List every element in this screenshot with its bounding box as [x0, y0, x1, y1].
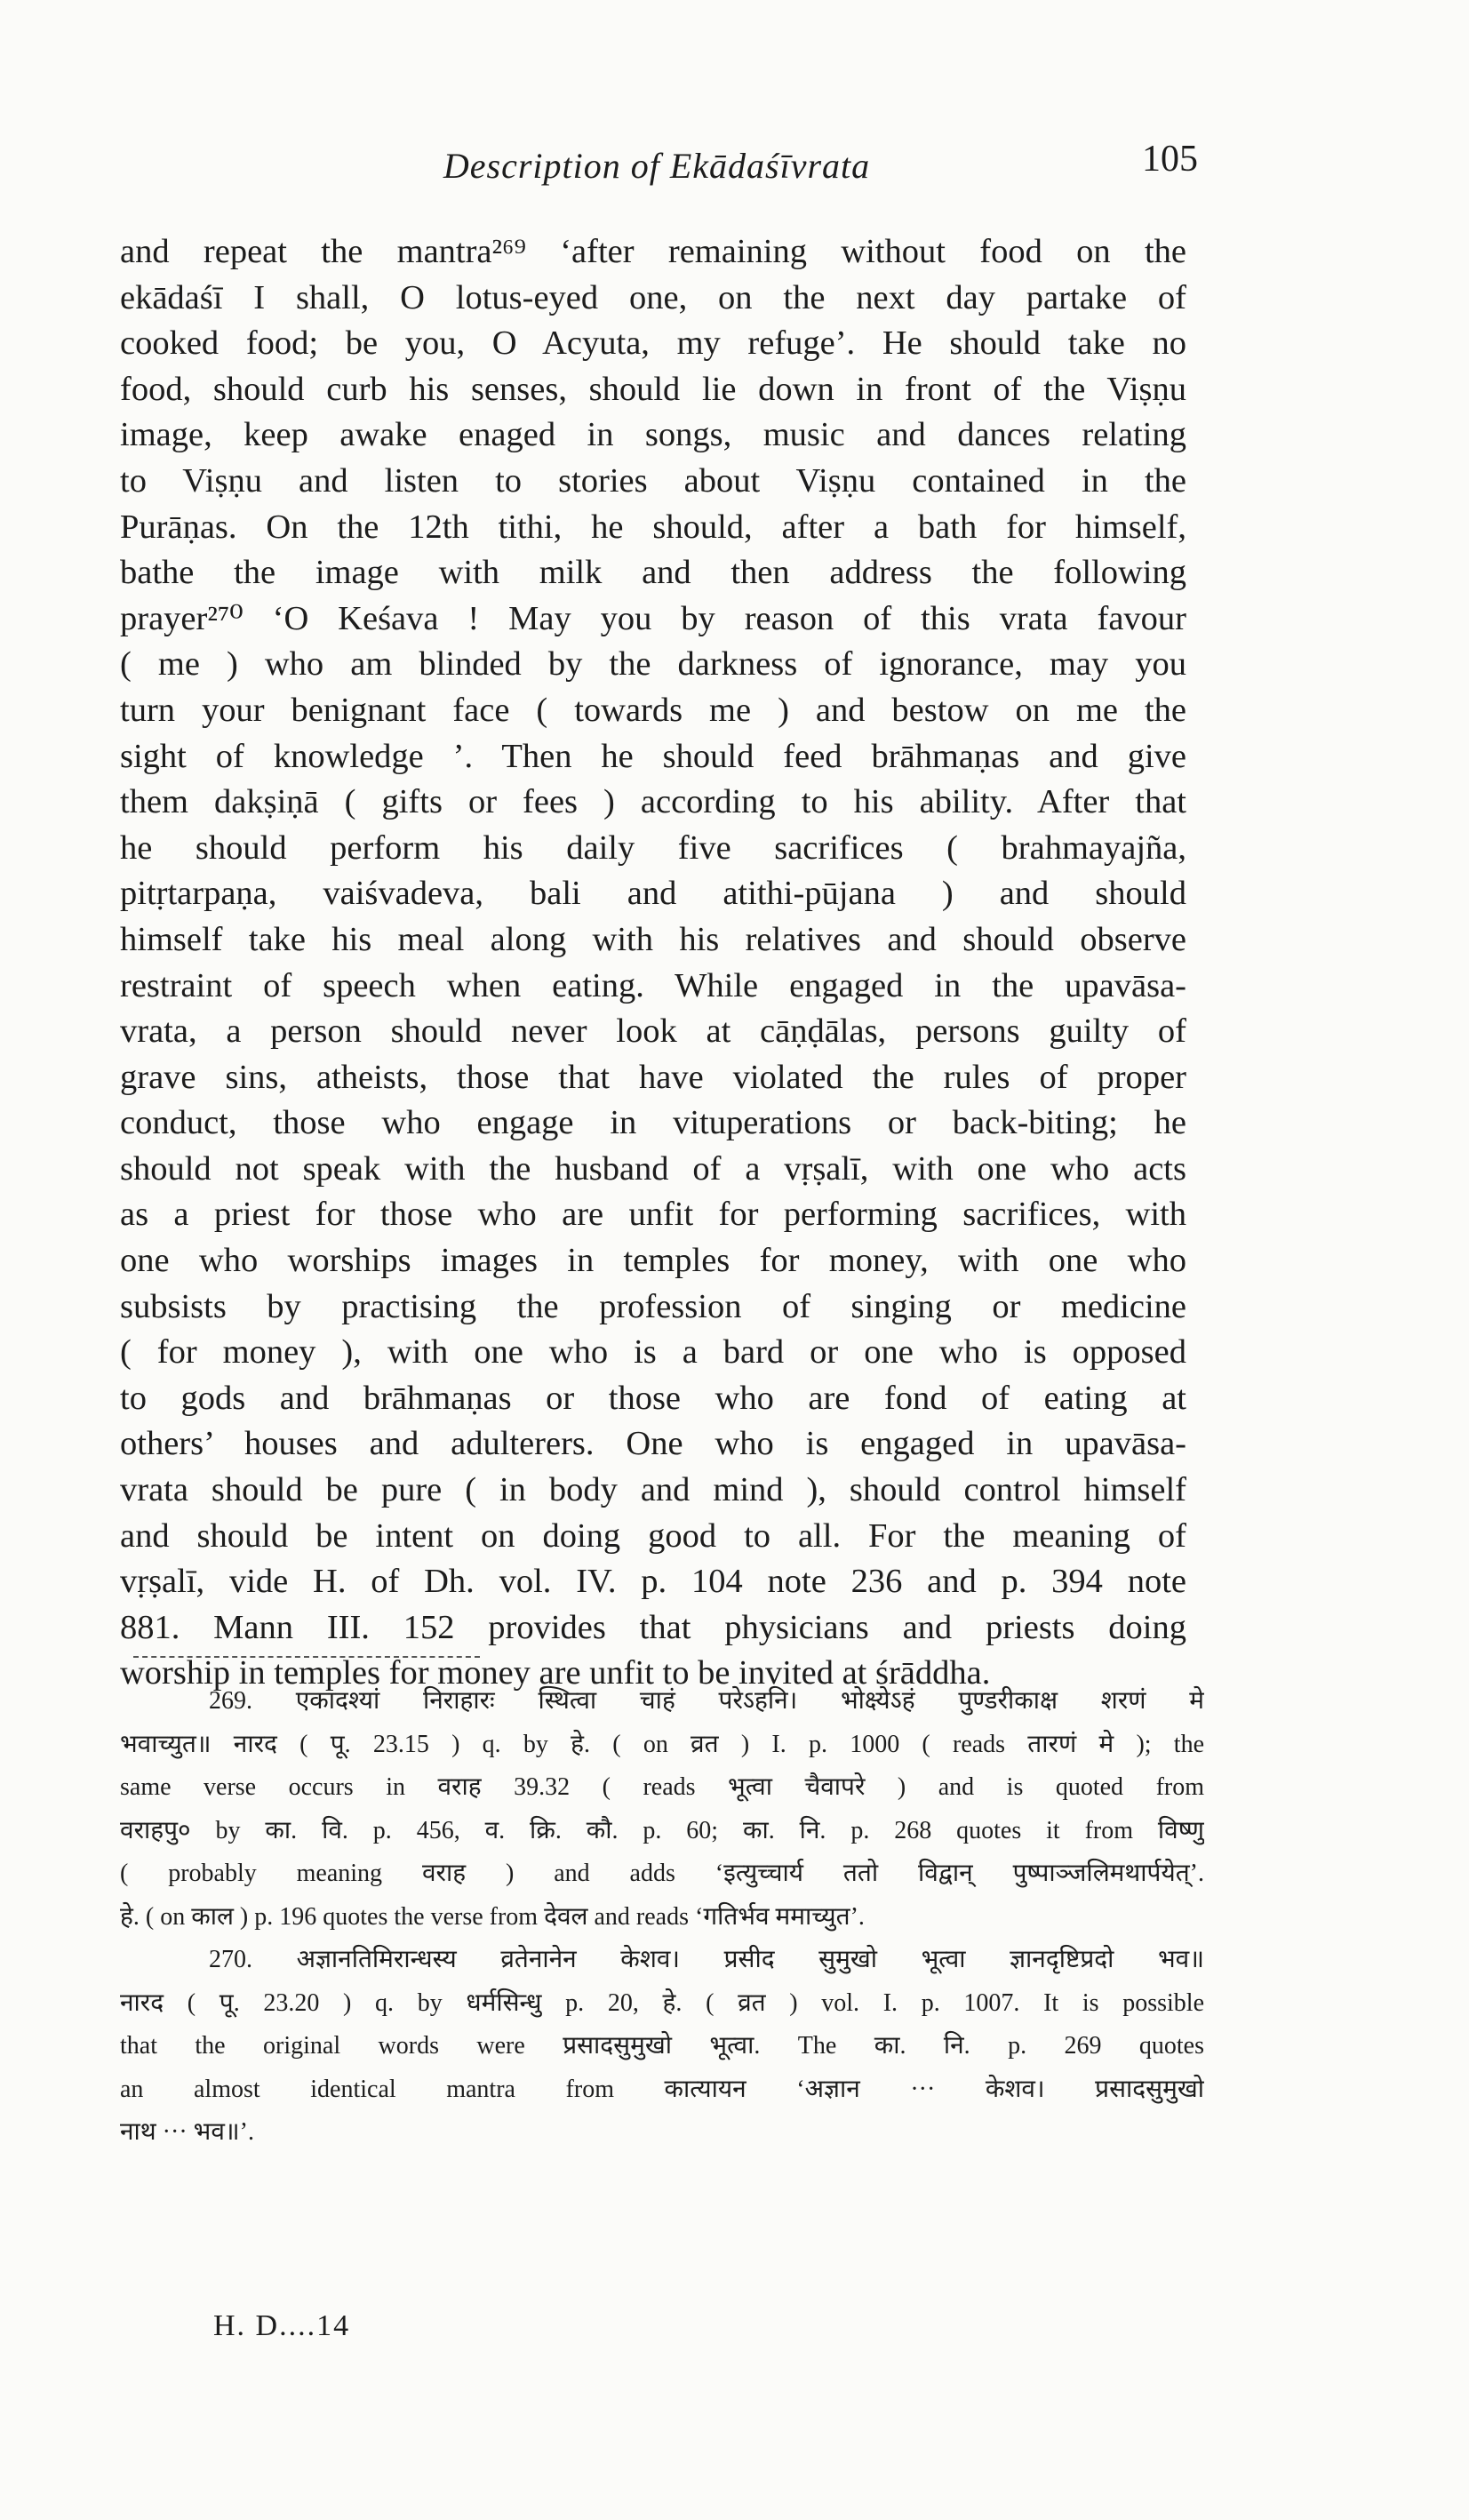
- footnote-line: नाथ ··· भव॥’.: [120, 2118, 255, 2146]
- footnote-line: भवाच्युत॥ नारद ( पू. 23.15 ) q. by हे. ( on व्रत ) I. p. 1000 ( reads तारणं मे ); the: [120, 1730, 1204, 1758]
- signature-mark: H. D....14: [213, 2309, 351, 2342]
- text-line: them dakṣiṇā ( gifts or fees ) according to his ability. After that: [120, 783, 1186, 821]
- text-line: and should be intent on doing good to all. For the meaning of: [120, 1516, 1186, 1555]
- footnote-line: वराहपु० by का. वि. p. 456, व. क्रि. कौ. p. 60; का. नि. p. 268 quotes it from विष्णु: [120, 1816, 1204, 1844]
- text-line: food, should curb his senses, should lie down in front of the Viṣṇu: [120, 370, 1186, 408]
- text-line: worship in temples for money are unfit to be invited at śrāddha.: [120, 1654, 991, 1692]
- text-line: ( for money ), with one who is a bard or one who is opposed: [120, 1333, 1186, 1372]
- text-line: cooked food; be you, O Acyuta, my refuge’. He should take no: [120, 324, 1186, 363]
- text-line: one who worships images in temples for money, with one who: [120, 1242, 1186, 1280]
- text-line: and repeat the mantra²⁶⁹ ‘after remaining without food on the: [120, 233, 1186, 270]
- text-line: he should perform his daily five sacrifices ( brahmayajña,: [120, 828, 1186, 867]
- text-line: subsists by practising the profession of singing or medicine: [120, 1287, 1186, 1325]
- text-line: ekādaśī I shall, O lotus-eyed one, on the next day partake of: [120, 278, 1186, 316]
- text-line: prayer²⁷⁰ ‘O Keśava ! May you by reason of this vrata favour: [120, 599, 1186, 637]
- footnote-line: 270. अज्ञानतिमिरान्धस्य व्रतेनानेन केशव। प्रसीद सुमुखो भूत्वा ज्ञानदृष्टिप्रदो भव॥: [209, 1946, 1204, 1973]
- text-line: should not speak with the husband of a vṛṣalī, with one who acts: [120, 1149, 1186, 1188]
- text-line: conduct, those who engage in vituperations or back-biting; he: [120, 1104, 1186, 1142]
- text-line: bathe the image with milk and then address the following: [120, 554, 1186, 592]
- text-line: as a priest for those who are unfit for performing sacrifices, with: [120, 1196, 1186, 1234]
- text-line: vṛṣalī, vide H. of Dh. vol. IV. p. 104 note 236 and p. 394 note: [120, 1563, 1186, 1601]
- footnote-line: that the original words were प्रसादसुमुखो भूत्वा. The का. नि. p. 269 quotes: [120, 2032, 1204, 2060]
- text-line: image, keep awake enaged in songs, music and dances relating: [120, 416, 1186, 454]
- footnote-line: हे. ( on काल ) p. 196 quotes the verse from देवल and reads ‘गतिर्भव ममाच्युत’.: [120, 1902, 865, 1931]
- text-line: vrata, a person should never look at cāṇḍālas, persons guilty of: [120, 1012, 1186, 1051]
- text-line: himself take his meal along with his relatives and should observe: [120, 920, 1186, 958]
- text-line: vrata should be pure ( in body and mind ), should control himself: [120, 1471, 1186, 1509]
- page-header: [120, 138, 1198, 191]
- text-line: turn your benignant face ( towards me ) and bestow on me the: [120, 691, 1186, 729]
- footnote-line: ( probably meaning वराह ) and adds ‘इत्युच्चार्य ततो विद्वान् पुष्पाञ्जलिमथार्पयेत्’.: [120, 1860, 1204, 1887]
- footnote-line: same verse occurs in वराह 39.32 ( reads भूत्वा चैवापरे ) and is quoted from: [120, 1773, 1204, 1801]
- text-line: 881. Mann III. 152 provides that physicians and priests doing: [120, 1608, 1186, 1646]
- text-line: sight of knowledge ’. Then he should feed brāhmaṇas and give: [120, 737, 1186, 775]
- text-line: pitṛtarpaṇa, vaiśvadeva, bali and atithi-pūjana ) and should: [120, 875, 1186, 913]
- page-number: 105: [1142, 139, 1198, 180]
- running-title: Description of Ekādaśīvrata: [443, 146, 871, 186]
- footnote-line: नारद ( पू. 23.20 ) q. by धर्मसिन्धु p. 20, हे. ( व्रत ) vol. I. p. 1007. It is possible: [120, 1988, 1204, 2017]
- footnote-separator: [133, 1656, 480, 1658]
- text-line: ( me ) who am blinded by the darkness of ignorance, may you: [120, 645, 1186, 684]
- text-line: others’ houses and adulterers. One who is engaged in upavāsa-: [120, 1425, 1186, 1463]
- text-line: to Viṣṇu and listen to stories about Viṣṇu contained in the: [120, 461, 1186, 500]
- text-line: restraint of speech when eating. While engaged in the upavāsa-: [120, 966, 1186, 1004]
- main-text: [120, 229, 1186, 1697]
- text-line: Purāṇas. On the 12th tithi, he should, after a bath for himself,: [120, 508, 1186, 546]
- footnotes: [120, 1680, 1204, 2155]
- text-line: to gods and brāhmaṇas or those who are fond of eating at: [120, 1379, 1186, 1417]
- text-line: grave sins, atheists, those that have violated the rules of proper: [120, 1058, 1186, 1096]
- footnote-line: an almost identical mantra from कात्यायन ‘अज्ञान ··· केशव। प्रसादसुमुखो: [120, 2075, 1204, 2103]
- footnote-line: 269. एकादश्यां निराहारः स्थित्वा चाहं परेऽहनि। भोक्ष्येऽहं पुण्डरीकाक्ष शरणं मे: [209, 1687, 1204, 1715]
